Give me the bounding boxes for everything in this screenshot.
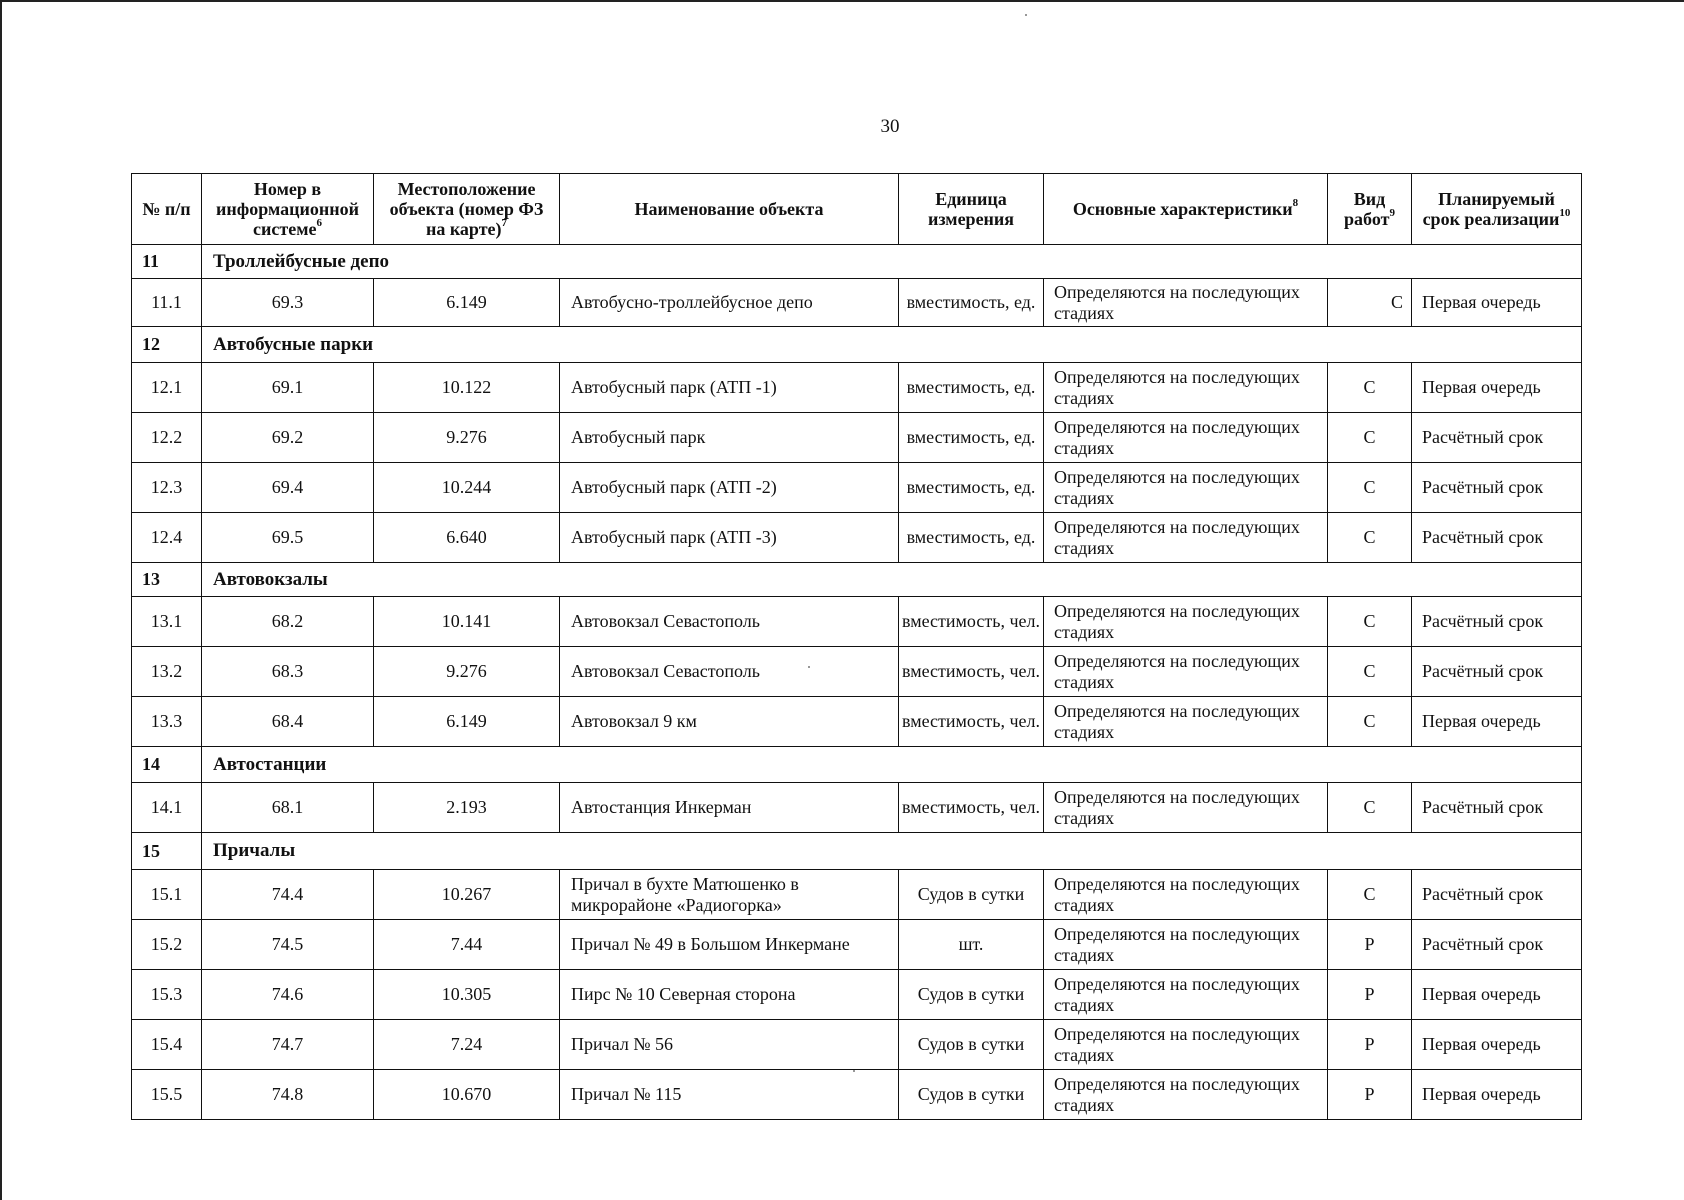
row-kind: Р (1328, 1020, 1412, 1070)
row-chars: Определяются на последующих стадиях (1044, 697, 1328, 747)
row-chars: Определяются на последующих стадиях (1044, 1070, 1328, 1120)
row-unit: вместимость, чел. (899, 597, 1044, 647)
row-num: 12.4 (132, 513, 202, 563)
row-name: Пирс № 10 Северная сторона (560, 970, 899, 1020)
row-unit: вместимость, ед. (899, 463, 1044, 513)
row-num: 13.2 (132, 647, 202, 697)
table-row (132, 597, 1582, 647)
row-num: 15.2 (132, 920, 202, 970)
section-row (132, 245, 1582, 279)
table-row (132, 870, 1582, 920)
row-term: Расчётный срок (1412, 920, 1582, 970)
row-chars: Определяются на последующих стадиях (1044, 363, 1328, 413)
row-kind: С (1328, 647, 1412, 697)
row-name: Причал № 56 (560, 1020, 899, 1070)
row-term: Первая очередь (1412, 1070, 1582, 1120)
header-info-num: Номер в информационной системе$^6$ (202, 174, 374, 245)
row-name: Автостанция Инкерман (560, 783, 899, 833)
row-info-num: 68.3 (202, 647, 374, 697)
row-term: Первая очередь (1412, 1020, 1582, 1070)
row-kind: С (1328, 279, 1412, 327)
section-title: Троллейбусные депо (202, 245, 1582, 279)
row-term: Расчётный срок (1412, 597, 1582, 647)
table-row (132, 413, 1582, 463)
row-unit: шт. (899, 920, 1044, 970)
row-kind: Р (1328, 970, 1412, 1020)
row-location: 10.141 (374, 597, 560, 647)
row-term: Первая очередь (1412, 279, 1582, 327)
scan-speck (1025, 14, 1027, 16)
table-row (132, 970, 1582, 1020)
row-location: 6.149 (374, 697, 560, 747)
row-location: 7.24 (374, 1020, 560, 1070)
row-info-num: 68.4 (202, 697, 374, 747)
row-info-num: 69.3 (202, 279, 374, 327)
row-unit: вместимость, ед. (899, 413, 1044, 463)
scan-edge-left (0, 0, 2, 1200)
section-row (132, 563, 1582, 597)
row-info-num: 69.2 (202, 413, 374, 463)
row-unit: вместимость, чел. (899, 783, 1044, 833)
row-info-num: 69.5 (202, 513, 374, 563)
row-kind: Р (1328, 1070, 1412, 1120)
section-number: 15 (132, 833, 202, 870)
row-num: 13.3 (132, 697, 202, 747)
row-kind: Р (1328, 920, 1412, 970)
row-num: 11.1 (132, 279, 202, 327)
section-number: 14 (132, 747, 202, 783)
section-number: 12 (132, 327, 202, 363)
row-name: Автобусный парк (560, 413, 899, 463)
row-term: Расчётный срок (1412, 413, 1582, 463)
section-number: 13 (132, 563, 202, 597)
header-chars: Основные характеристики$^8$ (1044, 174, 1328, 245)
row-location: 10.670 (374, 1070, 560, 1120)
row-term: Первая очередь (1412, 363, 1582, 413)
row-term: Расчётный срок (1412, 647, 1582, 697)
row-num: 12.2 (132, 413, 202, 463)
row-info-num: 74.8 (202, 1070, 374, 1120)
row-num: 15.3 (132, 970, 202, 1020)
table-header-row (132, 174, 1582, 245)
row-unit: вместимость, ед. (899, 279, 1044, 327)
row-location: 10.267 (374, 870, 560, 920)
row-name: Причал № 49 в Большом Инкермане (560, 920, 899, 970)
row-chars: Определяются на последующих стадиях (1044, 920, 1328, 970)
row-location: 10.305 (374, 970, 560, 1020)
row-location: 10.244 (374, 463, 560, 513)
row-name: Автобусно-троллейбусное депо (560, 279, 899, 327)
table-row (132, 920, 1582, 970)
row-num: 13.1 (132, 597, 202, 647)
row-location: 7.44 (374, 920, 560, 970)
header-term: Планируемый срок реализации$^{10}$ (1412, 174, 1582, 245)
row-name: Автобусный парк (АТП -1) (560, 363, 899, 413)
row-term: Расчётный срок (1412, 463, 1582, 513)
table-row (132, 1070, 1582, 1120)
row-location: 9.276 (374, 413, 560, 463)
row-term: Расчётный срок (1412, 513, 1582, 563)
row-unit: Судов в сутки (899, 1020, 1044, 1070)
row-kind: С (1328, 463, 1412, 513)
row-kind: С (1328, 783, 1412, 833)
section-number: 11 (132, 245, 202, 279)
row-location: 6.640 (374, 513, 560, 563)
row-chars: Определяются на последующих стадиях (1044, 970, 1328, 1020)
row-term: Расчётный срок (1412, 870, 1582, 920)
section-row (132, 833, 1582, 870)
row-unit: Судов в сутки (899, 1070, 1044, 1120)
scan-edge-top (0, 0, 1684, 2)
row-num: 14.1 (132, 783, 202, 833)
row-info-num: 68.2 (202, 597, 374, 647)
row-kind: С (1328, 697, 1412, 747)
row-info-num: 69.4 (202, 463, 374, 513)
row-name: Автобусный парк (АТП -3) (560, 513, 899, 563)
row-name: Автовокзал Севастополь (560, 597, 899, 647)
header-kind: Вид работ$^9$ (1328, 174, 1412, 245)
row-location: 9.276 (374, 647, 560, 697)
row-unit: вместимость, ед. (899, 363, 1044, 413)
row-name: Причал в бухте Матюшенко в микрорайоне «Радиогорка» (560, 870, 899, 920)
objects-table (131, 173, 1582, 1120)
section-title: Автостанции (202, 747, 1582, 783)
section-title: Автобусные парки (202, 327, 1582, 363)
table-row (132, 513, 1582, 563)
row-chars: Определяются на последующих стадиях (1044, 513, 1328, 563)
row-chars: Определяются на последующих стадиях (1044, 279, 1328, 327)
row-location: 2.193 (374, 783, 560, 833)
row-num: 12.3 (132, 463, 202, 513)
row-num: 15.1 (132, 870, 202, 920)
table-row (132, 363, 1582, 413)
table-row (132, 647, 1582, 697)
header-unit: Единица измерения (899, 174, 1044, 245)
row-chars: Определяются на последующих стадиях (1044, 1020, 1328, 1070)
row-chars: Определяются на последующих стадиях (1044, 463, 1328, 513)
row-chars: Определяются на последующих стадиях (1044, 597, 1328, 647)
row-kind: С (1328, 413, 1412, 463)
page-number: 30 (880, 116, 900, 137)
header-num: № п/п (132, 174, 202, 245)
row-unit: вместимость, чел. (899, 697, 1044, 747)
row-info-num: 69.1 (202, 363, 374, 413)
row-name: Автовокзал 9 км (560, 697, 899, 747)
table-row (132, 279, 1582, 327)
row-num: 15.5 (132, 1070, 202, 1120)
row-kind: С (1328, 870, 1412, 920)
row-location: 6.149 (374, 279, 560, 327)
row-name: Причал № 115 (560, 1070, 899, 1120)
row-chars: Определяются на последующих стадиях (1044, 413, 1328, 463)
section-title: Причалы (202, 833, 1582, 870)
row-term: Первая очередь (1412, 970, 1582, 1020)
table-row (132, 697, 1582, 747)
row-num: 15.4 (132, 1020, 202, 1070)
row-kind: С (1328, 363, 1412, 413)
row-info-num: 74.4 (202, 870, 374, 920)
header-location: Местоположение объекта (номер ФЗ на карте)$^7$ (374, 174, 560, 245)
row-unit: вместимость, чел. (899, 647, 1044, 697)
row-num: 12.1 (132, 363, 202, 413)
row-unit: Судов в сутки (899, 870, 1044, 920)
row-info-num: 74.6 (202, 970, 374, 1020)
row-chars: Определяются на последующих стадиях (1044, 783, 1328, 833)
row-info-num: 74.5 (202, 920, 374, 970)
row-name: Автобусный парк (АТП -2) (560, 463, 899, 513)
row-location: 10.122 (374, 363, 560, 413)
table-row (132, 783, 1582, 833)
row-unit: вместимость, ед. (899, 513, 1044, 563)
row-chars: Определяются на последующих стадиях (1044, 647, 1328, 697)
header-name: Наименование объекта (560, 174, 899, 245)
row-term: Первая очередь (1412, 697, 1582, 747)
section-title: Автовокзалы (202, 563, 1582, 597)
row-name: Автовокзал Севастополь (560, 647, 899, 697)
row-unit: Судов в сутки (899, 970, 1044, 1020)
table-row (132, 463, 1582, 513)
table-row (132, 1020, 1582, 1070)
row-info-num: 74.7 (202, 1020, 374, 1070)
row-kind: С (1328, 513, 1412, 563)
row-chars: Определяются на последующих стадиях (1044, 870, 1328, 920)
row-info-num: 68.1 (202, 783, 374, 833)
row-kind: С (1328, 597, 1412, 647)
section-row (132, 327, 1582, 363)
section-row (132, 747, 1582, 783)
row-term: Расчётный срок (1412, 783, 1582, 833)
